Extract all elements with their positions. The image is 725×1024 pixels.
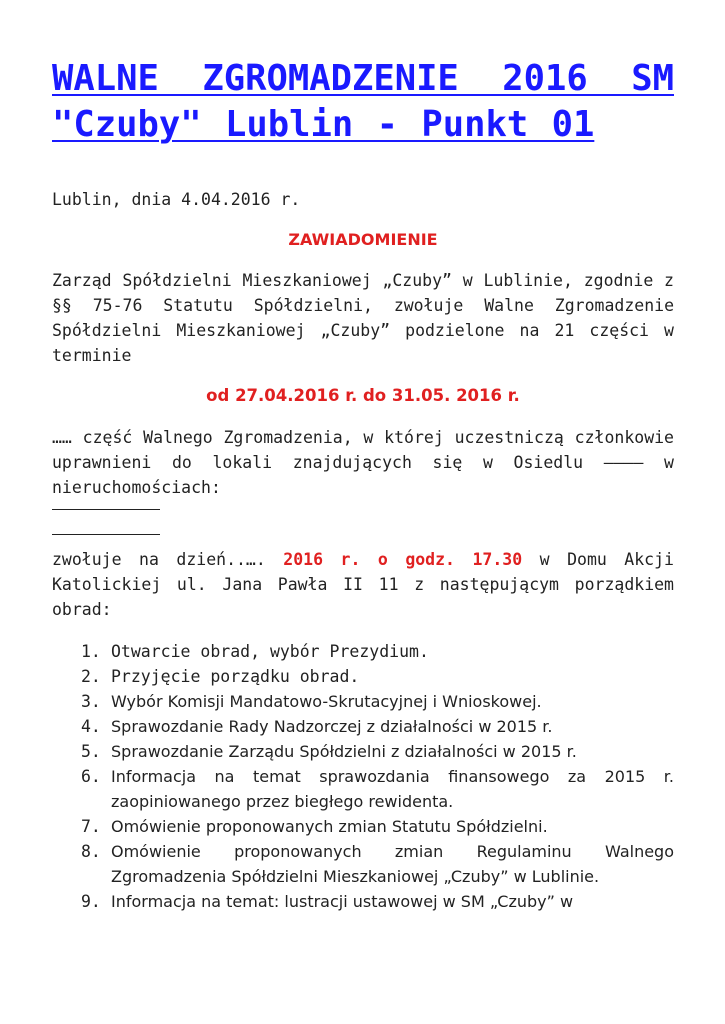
agenda-number: 6. <box>81 767 101 786</box>
agenda-text: Wybór Komisji Mandatowo-Skrutacyjnej i Wnioskowej. <box>111 692 542 711</box>
agenda-number: 7. <box>81 817 101 836</box>
agenda-item <box>52 839 674 889</box>
agenda-text: Informacja na temat: lustracji ustawowej w SM „Czuby” w <box>111 892 574 911</box>
agenda-number: 3. <box>81 692 101 711</box>
agenda-text: Omówienie proponowanych zmian Statutu Spółdzielni. <box>111 817 548 836</box>
date-range: od 27.04.2016 r. do 31.05. 2016 r. <box>206 386 520 405</box>
agenda-text: Przyjęcie porządku obrad. <box>111 667 360 686</box>
agenda-item <box>52 689 674 714</box>
blank-line <box>52 534 160 535</box>
agenda-text: Sprawozdanie Zarządu Spółdzielni z działalności w 2015 r. <box>111 742 577 761</box>
agenda-item <box>52 764 674 814</box>
agenda-number: 5. <box>81 742 101 761</box>
agenda-text: Sprawozdanie Rady Nadzorczej z działalności w 2015 r. <box>111 717 553 736</box>
notice-heading: ZAWIADOMIENIE <box>288 230 438 249</box>
date-line: Lublin, dnia 4.04.2016 r. <box>52 190 301 209</box>
agenda-text: Informacja na temat sprawozdania finansowego za 2015 r. zaopiniowanego przez biegłego rewidenta. <box>111 767 674 811</box>
convene-suffix: w Domu Akcji Katolickiej ul. Jana Pawła II 11 z następującym porządkiem obrad: <box>52 550 674 619</box>
agenda-item <box>52 664 674 689</box>
page-title[interactable]: WALNE ZGROMADZENIE 2016 SM "Czuby" Lublin - Punkt 01 <box>52 58 674 145</box>
agenda-text: Omówienie proponowanych zmian Regulaminu Walnego Zgromadzenia Spółdzielni Mieszkaniowej „Czuby” w Lublinie. <box>111 842 674 886</box>
agenda-number: 1. <box>81 642 101 661</box>
part-paragraph: …… część Walnego Zgromadzenia, w której uczestniczą członkowie uprawnieni do lokali znajdujących się w Osiedlu ———— w nieruchomościach: <box>52 428 674 497</box>
document-page <box>52 0 674 911</box>
agenda-item <box>52 889 674 914</box>
agenda-number: 8. <box>81 842 101 861</box>
blank-line <box>52 509 160 510</box>
agenda-list <box>52 639 674 914</box>
agenda-number: 4. <box>81 717 101 736</box>
agenda-item <box>52 639 674 664</box>
convene-paragraph <box>52 547 674 622</box>
agenda-item <box>52 814 674 839</box>
agenda-text: Otwarcie obrad, wybór Prezydium. <box>111 642 429 661</box>
agenda-item <box>52 739 674 764</box>
convene-highlight: 2016 r. o godz. 17.30 <box>283 550 523 569</box>
agenda-number: 2. <box>81 667 101 686</box>
agenda-item <box>52 714 674 739</box>
convene-prefix: zwołuje na dzień..…. <box>52 550 284 569</box>
intro-paragraph: Zarząd Spółdzielni Mieszkaniowej „Czuby” w Lublinie, zgodnie z §§ 75-76 Statutu Spółdzielni, zwołuje Walne Zgromadzenie Spółdzielni Mieszkaniowej „Czuby” podzielone na 21 części w terminie <box>52 271 674 365</box>
agenda-number: 9. <box>81 892 101 911</box>
